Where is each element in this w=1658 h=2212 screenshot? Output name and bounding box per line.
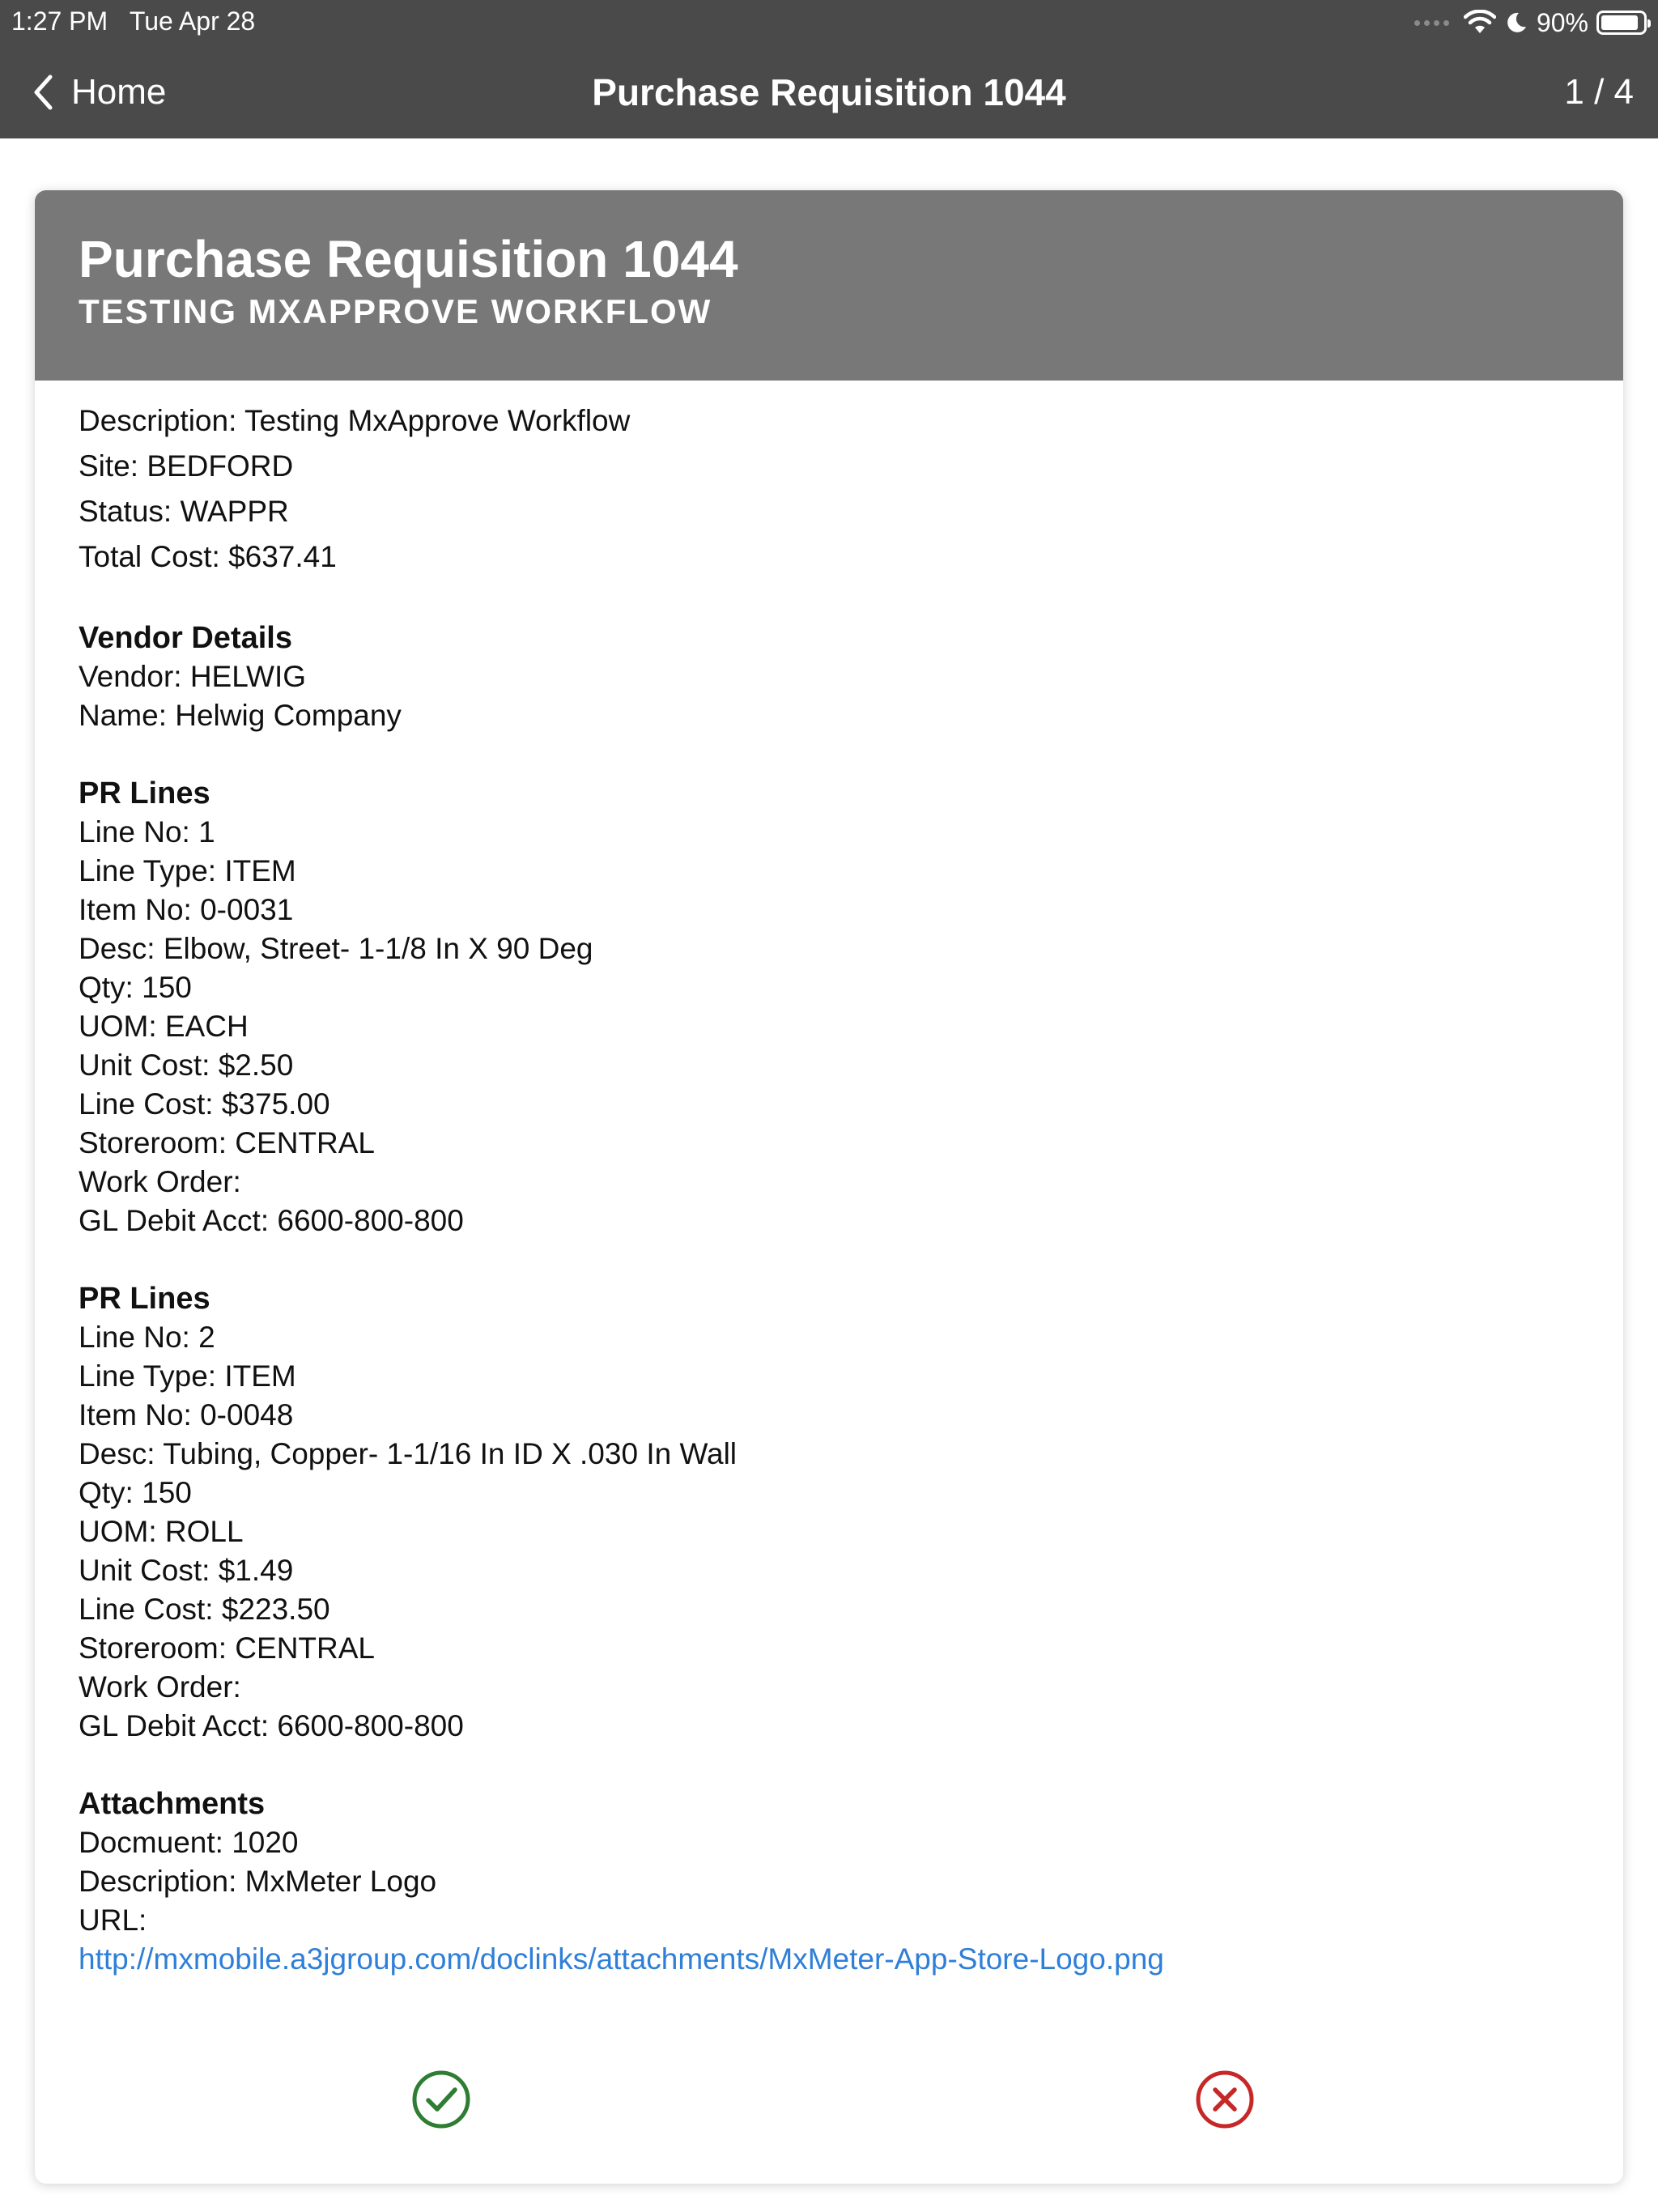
back-label: Home <box>71 71 167 112</box>
battery-icon <box>1596 11 1647 35</box>
pr-line-field: Line Type: ITEM <box>79 1359 296 1393</box>
navigation-bar <box>0 45 1658 138</box>
pr-line-field: Work Order: <box>79 1165 241 1198</box>
summary-site: Site: BEDFORD <box>79 449 294 483</box>
check-circle-icon <box>409 2067 474 2132</box>
attachment-field: Description: MxMeter Logo <box>79 1865 437 1898</box>
pr-line-field: UOM: ROLL <box>79 1515 244 1548</box>
chevron-left-icon <box>32 74 53 111</box>
vendor-line: Name: Helwig Company <box>79 699 402 732</box>
back-button[interactable] <box>32 45 166 138</box>
card-subtitle: TESTING MXAPPROVE WORKFLOW <box>79 292 712 331</box>
nav-title: Purchase Requisition 1044 <box>592 70 1066 113</box>
pr-line-field: Line No: 2 <box>79 1321 215 1354</box>
attachment-url-link[interactable]: http://mxmobile.a3jgroup.com/doclinks/attachments/MxMeter-App-Store-Logo.png <box>79 1942 1164 1976</box>
status-date: Tue Apr 28 <box>129 6 256 36</box>
pr-line-section <box>79 1279 1579 1746</box>
pr-line-field: GL Debit Acct: 6600-800-800 <box>79 1204 464 1237</box>
pr-line-field: Line Cost: $375.00 <box>79 1087 330 1121</box>
requisition-card <box>35 190 1623 2184</box>
pr-line-field: Line Type: ITEM <box>79 854 296 887</box>
approve-button[interactable] <box>409 2067 474 2136</box>
pr-line-field: Storeroom: CENTRAL <box>79 1126 375 1159</box>
pr-lines-heading: PR Lines <box>79 776 210 810</box>
pr-line-field: Line No: 1 <box>79 815 215 849</box>
approval-actions <box>35 2067 1623 2132</box>
pr-line-field: Unit Cost: $1.49 <box>79 1554 294 1587</box>
wifi-icon <box>1464 10 1496 36</box>
status-time-date <box>11 6 255 36</box>
pr-line-field: GL Debit Acct: 6600-800-800 <box>79 1709 464 1742</box>
pr-line-field: UOM: EACH <box>79 1010 249 1043</box>
pr-line-field: Item No: 0-0031 <box>79 893 294 926</box>
battery-percent: 90% <box>1536 7 1588 37</box>
vendor-heading: Vendor Details <box>79 621 292 655</box>
pr-line-field: Desc: Elbow, Street- 1-1/8 In X 90 Deg <box>79 932 593 965</box>
reject-button[interactable] <box>1192 2067 1257 2136</box>
pr-lines-heading: PR Lines <box>79 1282 210 1316</box>
summary-status: Status: WAPPR <box>79 495 289 528</box>
pr-line-field: Unit Cost: $2.50 <box>79 1049 294 1082</box>
card-header <box>35 190 1623 381</box>
attachments-heading: Attachments <box>79 1787 266 1821</box>
pr-line-field: Storeroom: CENTRAL <box>79 1631 375 1665</box>
pr-line-field: Qty: 150 <box>79 1476 192 1509</box>
summary-total-cost: Total Cost: $637.41 <box>79 540 337 573</box>
status-indicators <box>1414 5 1647 40</box>
x-circle-icon <box>1192 2067 1257 2132</box>
pr-line-field: Work Order: <box>79 1670 241 1704</box>
summary-section <box>79 398 1579 580</box>
attachments-section <box>79 1784 1579 1979</box>
pr-line-field: Desc: Tubing, Copper- 1-1/16 In ID X .030 In Wall <box>79 1437 738 1470</box>
cellular-signal-icon <box>1414 20 1449 26</box>
pr-line-section <box>79 774 1579 1240</box>
pr-line-field: Qty: 150 <box>79 971 192 1004</box>
moon-icon <box>1504 11 1528 35</box>
attachment-field: URL: <box>79 1904 147 1937</box>
pr-line-field: Item No: 0-0048 <box>79 1398 294 1431</box>
vendor-section <box>79 619 1579 735</box>
card-body <box>35 381 1623 1979</box>
status-time: 1:27 PM <box>11 6 108 36</box>
card-title: Purchase Requisition 1044 <box>79 230 738 288</box>
vendor-line: Vendor: HELWIG <box>79 660 307 693</box>
summary-description: Description: Testing MxApprove Workflow <box>79 404 631 437</box>
status-bar <box>0 0 1658 45</box>
page-indicator: 1 / 4 <box>1564 71 1634 112</box>
attachment-field: Docmuent: 1020 <box>79 1826 299 1859</box>
pr-line-field: Line Cost: $223.50 <box>79 1593 330 1626</box>
